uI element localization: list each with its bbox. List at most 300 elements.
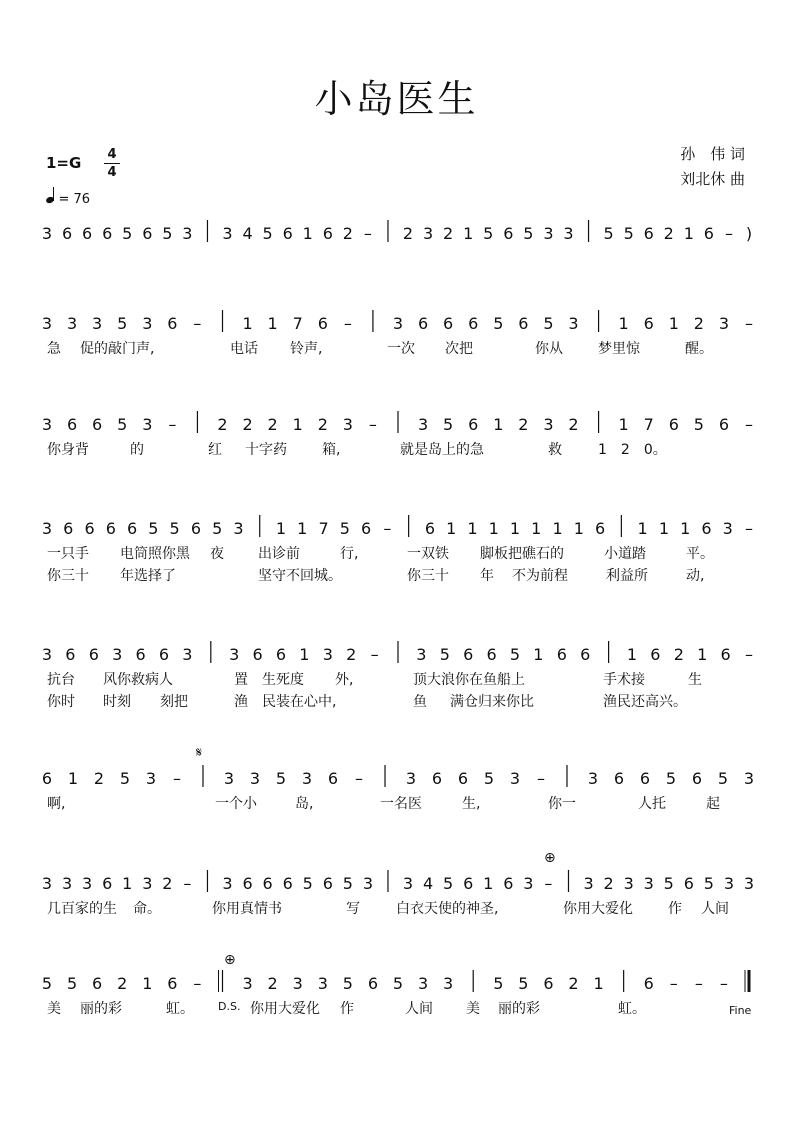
note: 6: [718, 415, 730, 434]
note: 2: [568, 974, 579, 993]
lyric-word: 置: [234, 672, 248, 688]
note: 6: [643, 974, 654, 993]
note: –: [745, 645, 753, 664]
note: 3: [222, 224, 233, 243]
note: 6: [158, 645, 170, 664]
note: 3: [145, 769, 157, 788]
note: 6: [580, 645, 591, 664]
note: 6: [720, 645, 731, 664]
note: 3: [405, 769, 417, 788]
note: –: [363, 224, 372, 243]
note: 2: [693, 314, 704, 333]
note: 3: [249, 769, 261, 788]
note: 3: [41, 645, 53, 664]
note: 3: [242, 974, 253, 993]
note: 1: [446, 519, 457, 538]
note: 6: [282, 224, 293, 243]
note: 5: [518, 974, 529, 993]
lyric-word: 虹。: [166, 1001, 194, 1017]
note: 5: [342, 974, 353, 993]
lyric-word: 刻把: [160, 694, 188, 710]
note: 6: [503, 874, 514, 893]
note: 6: [643, 314, 654, 333]
note: 6: [457, 769, 469, 788]
lyric-word: 就是岛上的急: [400, 442, 484, 458]
lyric-word: 风你救病人: [103, 672, 173, 688]
lyric-word: 外,: [335, 672, 354, 688]
note: 1: [509, 519, 521, 538]
lyric-word: 几百家的生: [47, 901, 117, 917]
note: 6: [167, 974, 178, 993]
note: 6: [102, 224, 113, 243]
lyric-word: 你用大爱化: [563, 901, 633, 917]
note: 2: [518, 415, 529, 434]
note: 3: [142, 874, 153, 893]
note: 5: [663, 874, 674, 893]
note: 6: [518, 314, 529, 333]
note: 2: [242, 415, 253, 434]
note: 1: [275, 519, 287, 538]
note: 1: [493, 415, 504, 434]
note: 7: [643, 415, 654, 434]
note: 3: [142, 415, 153, 434]
segno-mark: 𝄋: [196, 745, 203, 761]
note: 6: [503, 224, 514, 243]
note: 5: [443, 874, 454, 893]
notation-row-8: [0, 962, 793, 1002]
notation-row-3: [0, 403, 793, 443]
lyric-word: 脚板把礁石的: [480, 546, 564, 562]
note: 5: [693, 415, 704, 434]
lyric-word: 促的敲门声,: [80, 341, 155, 357]
note: 2: [568, 415, 579, 434]
note: 6: [543, 974, 554, 993]
note: 3: [41, 415, 53, 434]
note: –: [173, 769, 181, 788]
tempo-value: = 76: [58, 192, 91, 207]
note: –: [368, 415, 377, 434]
note: 6: [322, 224, 333, 243]
note: –: [694, 974, 703, 993]
note: 6: [431, 769, 443, 788]
note: 6: [443, 314, 454, 333]
lyric-word: 你用大爱化: [250, 1001, 320, 1017]
note: 1: [292, 415, 303, 434]
notation-row-1: [0, 212, 793, 252]
note: 2: [663, 224, 674, 243]
note: 3: [41, 224, 53, 243]
lyric-word: 你用真情书: [212, 901, 282, 917]
notation-row-6: [0, 757, 793, 797]
lyric-word: 虹。: [618, 1001, 646, 1017]
note: 5: [483, 224, 494, 243]
note: 5: [148, 519, 159, 538]
lyric-word: 梦里惊: [598, 341, 640, 357]
lyric-word: 民装在心中,: [262, 694, 337, 710]
note: 6: [317, 314, 328, 333]
note: 6: [424, 519, 436, 538]
note: –: [355, 769, 363, 788]
note: 1: [122, 874, 133, 893]
note: 3: [322, 645, 333, 664]
note: 6: [463, 874, 474, 893]
note: 2: [402, 224, 414, 243]
note: 2: [346, 645, 357, 664]
lyric-word: 一名医: [380, 796, 422, 812]
note: 6: [650, 645, 661, 664]
lyric-word: 动,: [686, 568, 705, 584]
lyric-word: 满仓归来你比: [450, 694, 534, 710]
lyric-word: 十字药: [245, 442, 287, 458]
note: 6: [102, 874, 113, 893]
note: 6: [613, 769, 625, 788]
lyric-word: 作: [340, 1001, 354, 1017]
note: 2: [217, 415, 228, 434]
note: 3: [142, 314, 153, 333]
note: 3: [229, 645, 240, 664]
note: 3: [743, 874, 755, 893]
note: 6: [61, 224, 73, 243]
lyric-word: 铃声,: [290, 341, 323, 357]
note: 1: [618, 314, 629, 333]
lyric-word: 出诊前: [258, 546, 300, 562]
note: 1: [683, 224, 694, 243]
note: 3: [342, 415, 353, 434]
note: 6: [63, 519, 74, 538]
note: 6: [668, 415, 679, 434]
note: 3: [112, 645, 123, 664]
time-signature: [104, 146, 120, 181]
note: –: [724, 224, 733, 243]
note: 1: [302, 224, 313, 243]
note: 5: [603, 224, 614, 243]
note: 1: [626, 645, 638, 664]
note: 6: [322, 874, 333, 893]
note: –: [745, 519, 753, 538]
note: 5: [275, 769, 287, 788]
note: 3: [92, 314, 103, 333]
note: 3: [182, 224, 193, 243]
lyric-word: 夜: [210, 546, 224, 562]
note: –: [383, 519, 392, 538]
lyric-word: 人间: [405, 1001, 433, 1017]
note: 6: [242, 874, 253, 893]
note: 6: [417, 314, 429, 333]
note: 3: [722, 519, 733, 538]
note: 5: [493, 974, 504, 993]
lyric-word: 次把: [445, 341, 473, 357]
note: 3: [417, 974, 429, 993]
lyric-word: 红: [208, 442, 222, 458]
note: –: [669, 974, 678, 993]
note: 6: [282, 874, 293, 893]
song-title: 小岛医生: [314, 77, 479, 121]
note: 3: [568, 314, 579, 333]
lyric-word: 箱,: [322, 442, 341, 458]
note: 3: [416, 645, 427, 664]
lyric-word: 丽的彩: [498, 1001, 540, 1017]
note: 1: [618, 415, 629, 434]
note: 3: [292, 974, 303, 993]
note: 6: [92, 974, 103, 993]
lyric-word: 生: [688, 672, 702, 688]
note: 7: [318, 519, 329, 538]
note: 3: [643, 874, 654, 893]
lyric-word: 平。: [686, 546, 714, 562]
lyric-word: 抗台: [47, 672, 75, 688]
meter-bottom: 4: [104, 163, 120, 181]
note: 2: [162, 874, 173, 893]
coda-mark-2: ⊕: [224, 952, 236, 968]
note: 3: [543, 224, 554, 243]
note: 3: [41, 314, 53, 333]
note: 3: [402, 874, 414, 893]
note: 6: [691, 769, 703, 788]
note: 6: [41, 769, 53, 788]
note: 1: [483, 874, 494, 893]
note: 1: [463, 224, 474, 243]
lyric-word: 作: [668, 901, 682, 917]
lyric-word: 鱼: [413, 694, 427, 710]
note: 5: [169, 519, 180, 538]
note: 1: [552, 519, 563, 538]
lyric-word: 1 2 0。: [598, 442, 667, 458]
note: 3: [623, 874, 634, 893]
note: 1: [488, 519, 499, 538]
lyric-word: 小道踏: [604, 546, 646, 562]
note: 1: [573, 519, 584, 538]
note: –: [745, 314, 753, 333]
note: 5: [212, 519, 223, 538]
note: 1: [267, 314, 278, 333]
note: 5: [703, 874, 714, 893]
note: 6: [142, 224, 153, 243]
lyric-word: 丽的彩: [80, 1001, 122, 1017]
lyric-word: 年: [480, 568, 494, 584]
note: 3: [223, 769, 235, 788]
note: 6: [66, 415, 78, 434]
note: 6: [65, 645, 76, 664]
note: 3: [182, 645, 193, 664]
note: 3: [583, 874, 594, 893]
lyric-word: 年选择了: [120, 568, 176, 584]
note: 6: [468, 415, 479, 434]
note: 5: [493, 314, 504, 333]
note: 5: [523, 224, 534, 243]
note: 4: [422, 874, 434, 893]
note: 3: [82, 874, 93, 893]
note: 6: [135, 645, 146, 664]
note: 5: [439, 645, 450, 664]
lyric-word: 美: [47, 1001, 61, 1017]
note: –: [343, 314, 352, 333]
note: 1: [299, 645, 310, 664]
lyric-word: 渔: [234, 694, 248, 710]
lyric-word: 美: [466, 1001, 480, 1017]
note: 6: [190, 519, 202, 538]
lyric-word: 急: [47, 341, 61, 357]
note: 6: [643, 224, 654, 243]
note: 1: [142, 974, 153, 993]
note: 3: [587, 769, 599, 788]
note: –: [745, 415, 753, 434]
note: 3: [317, 974, 328, 993]
note: 5: [122, 224, 133, 243]
note: 6: [327, 769, 339, 788]
lyric-word: 渔民还高兴。: [603, 694, 687, 710]
tempo-marking: [46, 187, 90, 207]
note: 1: [67, 769, 79, 788]
note: 5: [443, 415, 454, 434]
note: 5: [119, 769, 131, 788]
note: 5: [623, 224, 634, 243]
note: 6: [486, 645, 497, 664]
note: 6: [105, 519, 116, 538]
note: 3: [222, 874, 233, 893]
notation-row-2: [0, 302, 793, 342]
note: 2: [117, 974, 128, 993]
coda-mark: ⊕: [544, 850, 556, 866]
note: 6: [468, 314, 479, 333]
note: 3: [362, 874, 374, 893]
notation-row-5: [0, 633, 793, 673]
lyric-word: 你三十: [407, 568, 449, 584]
note: 4: [242, 224, 253, 243]
lyric-word: 你一: [548, 796, 576, 812]
note: 5: [339, 519, 350, 538]
note: 3: [443, 974, 454, 993]
note: 6: [556, 645, 567, 664]
note: 6: [84, 519, 95, 538]
note: 6: [262, 874, 273, 893]
note: –: [193, 974, 202, 993]
note: 3: [422, 224, 434, 243]
note: 1: [637, 519, 648, 538]
note: 6: [683, 874, 694, 893]
note: 6: [639, 769, 651, 788]
notation-row-7: [0, 862, 793, 902]
lyric-word: 一双铁: [407, 546, 449, 562]
note: –: [168, 415, 177, 434]
note: 3: [563, 224, 574, 243]
note: 1: [533, 645, 544, 664]
note: 3: [233, 519, 244, 538]
note: 5: [117, 314, 128, 333]
note: 6: [703, 224, 714, 243]
note: 2: [443, 224, 454, 243]
lyric-word: 生死度: [262, 672, 304, 688]
note: 2: [267, 974, 278, 993]
quarter-note-icon: [45, 195, 55, 203]
lyric-word: 你身背: [47, 442, 89, 458]
lyric-word: 一次: [387, 341, 415, 357]
lyric-word: 岛,: [295, 796, 314, 812]
note: 6: [88, 645, 99, 664]
note: –: [370, 645, 379, 664]
note: 1: [658, 519, 670, 538]
fine-mark: Fine: [729, 1004, 752, 1017]
note: 3: [743, 769, 755, 788]
note: 2: [342, 224, 353, 243]
note: 2: [93, 769, 105, 788]
ds-mark: D.S.: [218, 1000, 241, 1013]
lyric-word: 写: [346, 901, 360, 917]
note: 3: [723, 874, 735, 893]
lyric-word: 你时: [47, 694, 75, 710]
lyric-word: 时刻: [103, 694, 131, 710]
lyric-word: 一只手: [47, 546, 89, 562]
note: 1: [531, 519, 542, 538]
meter-top: 4: [107, 147, 117, 162]
note: 5: [543, 314, 554, 333]
composer-credit: 刘北休 曲: [680, 170, 745, 188]
note: 3: [41, 519, 53, 538]
note: 7: [292, 314, 303, 333]
note: 3: [61, 874, 73, 893]
lyric-word: 你从: [535, 341, 563, 357]
lyric-word: 命。: [133, 901, 161, 917]
notation-row-4: [0, 507, 793, 547]
note: 1: [593, 974, 604, 993]
note: 5: [302, 874, 313, 893]
note: 6: [463, 645, 474, 664]
note: 5: [66, 974, 78, 993]
note: 3: [392, 314, 404, 333]
lyric-word: 电筒照你黑: [120, 546, 190, 562]
lyric-word: 一个小: [215, 796, 257, 812]
note: 1: [668, 314, 679, 333]
note: 3: [41, 874, 53, 893]
lyric-word: 人间: [701, 901, 729, 917]
note: 3: [523, 874, 534, 893]
note: 5: [665, 769, 677, 788]
key-signature: 1=G: [46, 154, 82, 172]
note: 3: [718, 314, 730, 333]
note: 1: [467, 519, 478, 538]
note: 6: [126, 519, 138, 538]
lyric-word: 救: [548, 442, 562, 458]
note: 3: [66, 314, 78, 333]
lyric-word: 醒。: [685, 341, 713, 357]
lyric-word: 顶大浪你在鱼船上: [413, 672, 525, 688]
note: ): [745, 224, 753, 243]
lyric-word: 生,: [462, 796, 481, 812]
note: 5: [483, 769, 495, 788]
note: 5: [342, 874, 353, 893]
note: 3: [509, 769, 521, 788]
note: 5: [41, 974, 53, 993]
note: 3: [543, 415, 554, 434]
note: 5: [392, 974, 404, 993]
note: 5: [509, 645, 521, 664]
note: –: [183, 874, 192, 893]
lyricist-credit: 孙 伟 词: [680, 145, 745, 163]
lyric-word: 白衣天使的神圣,: [396, 901, 499, 917]
note: 6: [167, 314, 178, 333]
note: 1: [697, 645, 708, 664]
note: 6: [701, 519, 712, 538]
note: –: [719, 974, 728, 993]
note: –: [193, 314, 202, 333]
note: 6: [92, 415, 103, 434]
note: 6: [82, 224, 93, 243]
note: –: [544, 874, 553, 893]
note: 1: [297, 519, 308, 538]
lyric-word: 行,: [340, 546, 359, 562]
lyric-word: 利益所: [606, 568, 648, 584]
lyric-word: 啊,: [47, 796, 66, 812]
note: 2: [603, 874, 614, 893]
